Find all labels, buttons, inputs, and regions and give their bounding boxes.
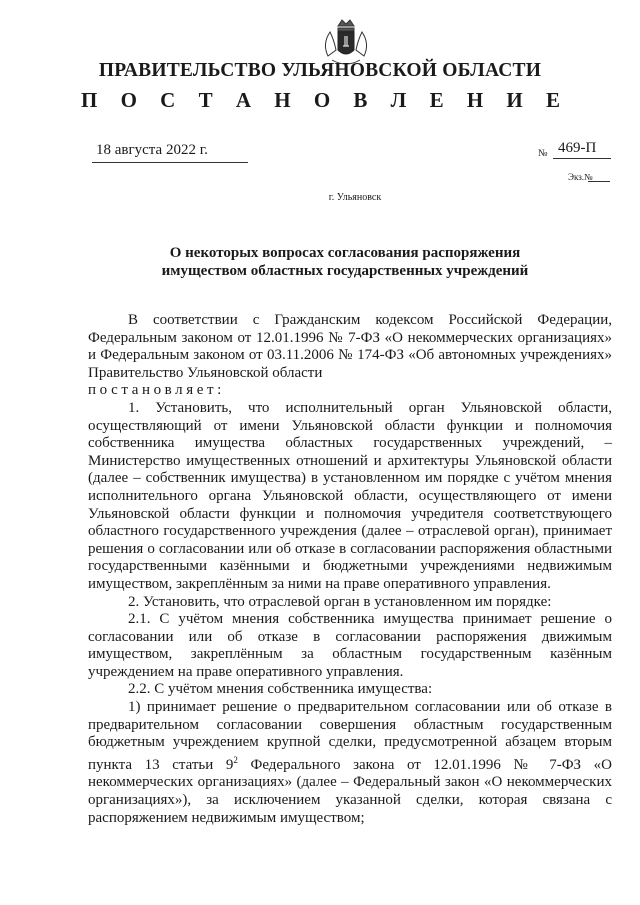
date-underline <box>92 162 248 163</box>
title-line-2: имуществом областных государственных учреждений <box>161 263 529 279</box>
title-line-1: О некоторых вопросах согласования распоряжения <box>169 245 521 261</box>
paragraph-2-2: 2.2. С учётом мнения собственника имущества: <box>128 681 433 698</box>
number-prefix: № <box>538 148 548 159</box>
document-title <box>120 244 570 280</box>
article-superscript: 2 <box>233 754 238 765</box>
document-type: П О С Т А Н О В Л Е Н И Е <box>80 88 569 112</box>
paragraph-2-2-1-start: 1) принимает решение о предварительном согласовании или об отказе в предварительном согласовании совершения областным государственным бюджетным учреждением крупной сделки, предусмотренной абзацем вторым пункта 13 статьи 9 <box>88 699 612 773</box>
intro-paragraph <box>88 312 612 382</box>
copy-number-underline <box>588 181 610 182</box>
decree-word: постановляет: <box>88 382 225 399</box>
organization-name: ПРАВИТЕЛЬСТВО УЛЬЯНОВСКОЙ ОБЛАСТИ <box>98 60 542 81</box>
copy-number-label: Экз.№ <box>568 172 593 182</box>
paragraph-2: 2. Установить, что отраслевой орган в установленном им порядке: <box>128 593 552 610</box>
intro-text: В соответствии с Гражданским кодексом Российской Федерации, Федеральным законом от 12.01.1996 № 7-ФЗ «О некоммерческих организациях» и Федеральным законом от 03.11.2006 № 174-ФЗ «Об автономных учреждениях» Правительство Ульяновской области <box>88 312 612 381</box>
paragraph-2-2-1-end: Федерального закона от 12.01.1996 № 7-ФЗ «О некоммерческих организациях» (далее – Федеральный закон «О некоммерческих организациях»), за исключением указанной сделки, которая связана с распоряжением недвижимым имуществом; <box>88 756 612 826</box>
document-date: 18 августа 2022 г. <box>96 142 208 158</box>
document-body <box>88 312 612 827</box>
paragraph-1: 1. Установить, что исполнительный орган Ульяновской области, осуществляющий от имени Ульяновской области функции и полномочия собственника имущества областных государственных учреждений, – Министерство имущественных отношений и архитектуры Ульяновской области (далее – собственник имущества) в установленном им порядке с учётом мнения исполнительного органа Ульяновской области, осуществляющего от имени Ульяновской области функции и полномочия учредителя соответствующего областного государственного учреждения (далее – отраслевой орган), принимает решения о согласовании или об отказе в согласовании распоряжения областными государственными казёнными и бюджетными учреждениями недвижимым имуществом, закреплённым за ними на праве оперативного управления. <box>88 399 612 592</box>
document-city: г. Ульяновск <box>328 192 382 203</box>
paragraph-2-2-1 <box>88 699 612 827</box>
document-number: 469-П <box>558 140 597 156</box>
number-underline <box>553 158 611 159</box>
paragraph-2-1: 2.1. С учётом мнения собственника имущества принимает решение о согласовании или об отказе в согласовании распоряжения движимым имуществом, закреплённым за областным государственным казённым учреждением на праве оперативного управления. <box>88 611 612 680</box>
